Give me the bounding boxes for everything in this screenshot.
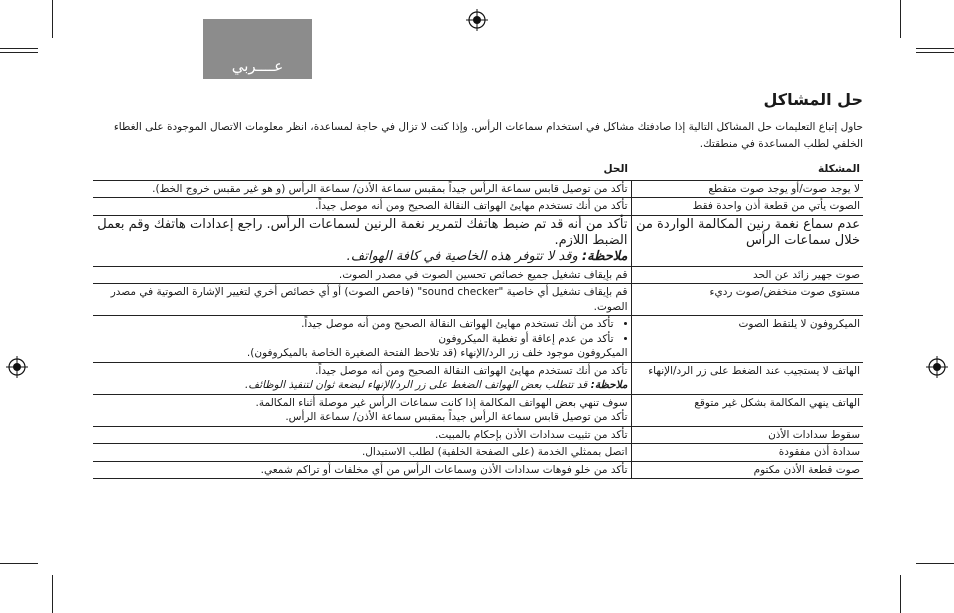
crop-mark: [0, 48, 38, 49]
solution-text: تأكد من أنك تستخدم مهايئ الهواتف النقالة الصحيح ومن أنه موصل جيداً.: [315, 200, 628, 212]
table-row: [93, 180, 863, 198]
solution-text: تأكد من أنه قد تم ضبط هاتفك لتمرير نغمة الرنين لسماعات الرأس. راجع إعدادات هاتفك وقم بعمل الضبط اللازم.: [97, 216, 628, 248]
problem-cell: سقوط سدادات الأذن: [631, 426, 863, 444]
solution-text: قم بإيقاف تشغيل جميع خصائص تحسين الصوت في مصدر الصوت.: [338, 268, 628, 281]
troubleshooting-table: [93, 161, 863, 479]
solution-cell: [93, 444, 631, 462]
problem-cell: الهاتف ينهي المكالمة بشكل غير متوقع: [631, 394, 863, 426]
intro-paragraph: حاول إتباع التعليمات حل المشاكل التالية إذا صادفتك مشاكل في استخدام سماعات الرأس. وإذا كنت لا تزال في حاجة لمساعدة، انظر معلومات الاتصال الموجودة على الغطاء الخلفي لطلب المساعدة في منطقتك.: [113, 121, 863, 150]
solution-text: تأكد من خلو فوهات سدادات الأذن وسماعات الرأس من أي مخلفات أو تراكم شمعي.: [260, 463, 628, 476]
note-body: وقد لا تتوفر هذه الخاصية في كافة الهواتف.: [346, 248, 582, 264]
solution-cell: [93, 266, 631, 284]
crop-mark: [916, 563, 954, 564]
solution-cell: [93, 180, 631, 198]
table-row: [93, 362, 863, 394]
solution-bullet-list: [96, 317, 628, 346]
solution-column-header: الحل: [93, 161, 631, 180]
crop-mark: [916, 48, 954, 49]
table-row: [93, 316, 863, 363]
solution-cell: [93, 198, 631, 216]
registration-mark-icon: [6, 356, 28, 378]
crop-mark: [52, 0, 53, 38]
problem-cell: مستوى صوت منخفض/صوت رديء: [631, 284, 863, 316]
problem-cell: سدادة أذن مفقودة: [631, 444, 863, 462]
table-row: [93, 284, 863, 316]
problem-cell: الصوت يأتي من قطعة أذن واحدة فقط: [631, 198, 863, 216]
language-tab: عــــربي: [203, 19, 312, 79]
solution-cell: [93, 362, 631, 394]
solution-text: تأكد من توصيل قابس سماعة الرأس جيداً بمقبس سماعة الأذن/ سماعة الرأس (و هو غير مقبس خروج الخط).: [152, 182, 628, 195]
table-row: [93, 444, 863, 462]
crop-mark: [900, 575, 901, 613]
table-row: [93, 215, 863, 266]
note-label: ملاحظة:: [590, 379, 628, 391]
problem-cell: صوت جهير زائد عن الحد: [631, 266, 863, 284]
problem-cell: لا يوجد صوت/أو يوجد صوت متقطع: [631, 180, 863, 198]
crop-mark: [0, 52, 38, 53]
solution-text: تأكد من أنك تستخدم مهايئ الهواتف النقالة الصحيح ومن أنه موصل جيداً.: [315, 364, 628, 377]
crop-mark: [916, 52, 954, 53]
problem-cell: صوت قطعة الأذن مكتوم: [631, 461, 863, 479]
solution-text: تأكد من تثبيت سدادات الأذن بإحكام بالمبيت.: [435, 428, 628, 441]
list-item: • تأكد من عدم إعاقة أو تغطية الميكروفون: [96, 332, 614, 347]
solution-text: تأكد من توصيل قابس سماعة الرأس جيداً بمقبس سماعة الأذن/ سماعة الرأس.: [285, 411, 628, 423]
list-item: • تأكد من أنك تستخدم مهايئ الهواتف النقالة الصحيح ومن أنه موصل جيداً.: [96, 317, 614, 332]
table-row: [93, 426, 863, 444]
solution-cell: [93, 426, 631, 444]
solution-text: اتصل بممثلي الخدمة (على الصفحة الخلفية) لطلب الاستبدال.: [361, 446, 628, 458]
problem-column-header: المشكلة: [631, 161, 863, 180]
page-title: حل المشاكل: [763, 90, 863, 109]
table-row: [93, 461, 863, 479]
note-label: ملاحظة:: [581, 248, 628, 264]
crop-mark: [0, 563, 38, 564]
solution-cell: [93, 215, 631, 266]
crop-mark: [900, 0, 901, 38]
problem-cell: عدم سماع نغمة رنين المكالمة الواردة من خلال سماعات الرأس: [631, 215, 863, 266]
table-header-row: [93, 161, 863, 180]
solution-cell: [93, 461, 631, 479]
problem-cell: الهاتف لا يستجيب عند الضغط على زر الرد/الإنهاء: [631, 362, 863, 394]
crop-mark: [52, 575, 53, 613]
registration-mark-icon: [926, 356, 948, 378]
problem-cell: الميكروفون لا يلتقط الصوت: [631, 316, 863, 363]
troubleshooting-section: [93, 86, 863, 479]
table-row: [93, 394, 863, 426]
solution-text: الميكروفون موجود خلف زر الرد/الإنهاء (قد تلاحظ الفتحة الصغيرة الخاصة بالميكروفون).: [246, 347, 628, 359]
solution-cell: [93, 316, 631, 363]
note-text: [96, 249, 628, 265]
note-body: قد تتطلب بعض الهواتف الضغط على زر الرد/الإنهاء لبضعة ثوان لتنفيذ الوظائف.: [244, 379, 591, 391]
registration-mark-icon: [466, 9, 488, 31]
solution-cell: [93, 394, 631, 426]
table-row: [93, 198, 863, 216]
table-row: [93, 266, 863, 284]
solution-text: سوف تنهي بعض الهواتف المكالمة إذا كانت سماعات الرأس غير موصلة أثناء المكالمة.: [255, 396, 628, 409]
solution-text: قم بإيقاف تشغيل أي خاصية "sound checker" (فاحص الصوت) أو أي خصائص أخري لتغيير الإشارة الصوتية في مصدر الصوت.: [110, 286, 628, 313]
solution-cell: [93, 284, 631, 316]
note-text: [96, 378, 628, 393]
